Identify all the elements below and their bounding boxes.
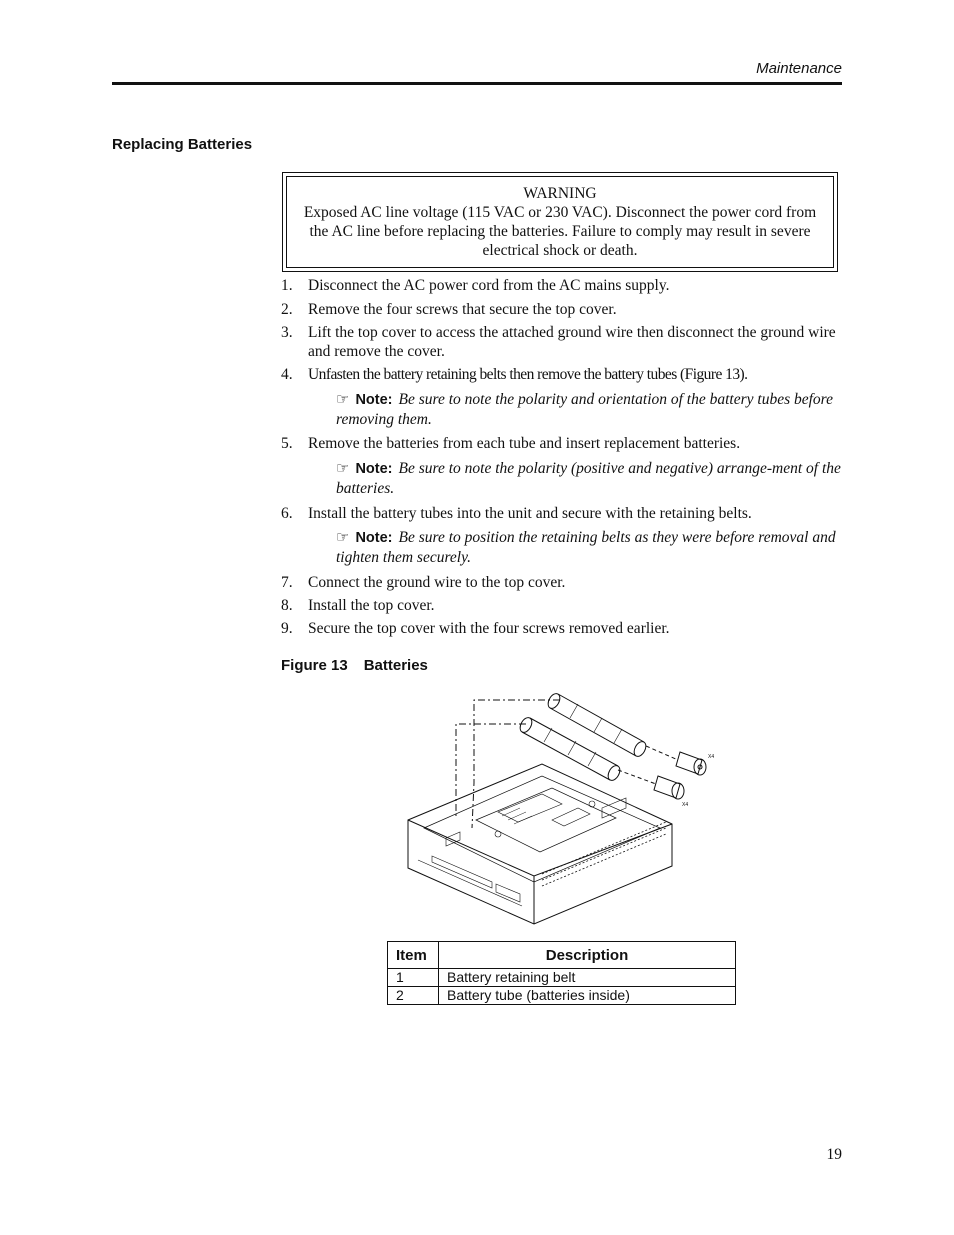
step-4 [281,365,841,384]
step-number: 7. [281,574,293,591]
figure-caption [281,657,428,674]
step-number: 5. [281,435,293,452]
step-2 [281,300,841,319]
step-text: Remove the batteries from each tube and insert replacement batteries. [308,435,741,452]
step-text: Install the top cover. [308,597,435,614]
note-1 [336,390,842,429]
figure-number: Figure 13 [281,657,348,674]
step-text: Install the battery tubes into the unit and secure with the retaining belts. [308,505,752,522]
pointing-hand-icon: ☞ [336,390,350,408]
page-number: 19 [826,1146,842,1163]
step-text: Unfasten the battery retaining belts then remove the battery tubes (Figure 13). [308,366,748,383]
running-head: Maintenance [756,60,842,77]
battery-tube-upper [546,692,649,759]
step-number: 6. [281,505,293,522]
step-8 [281,596,841,615]
warning-text: Exposed AC line voltage (115 VAC or 230 VAC). Disconnect the power cord from the AC line before replacing the batteries. Failure to comply may result in severe electrical shock or death. [303,204,817,259]
callout-x4-lower: X4 [682,802,689,808]
battery-tube-lower [518,716,623,783]
step-text: Disconnect the AC power cord from the AC mains supply. [308,277,670,294]
end-cap-upper [676,752,706,775]
cell-description: Battery retaining belt [439,969,736,987]
step-7 [281,573,841,592]
note-text: Be sure to note the polarity and orientation of the battery tubes before removing them. [336,391,834,428]
battery-illustration [402,688,718,928]
note-label: Note: [355,530,393,546]
figure-title: Batteries [363,657,428,674]
step-6 [281,504,841,523]
warning-box [282,172,838,272]
note-2 [336,459,842,498]
step-number: 8. [281,597,293,614]
step-number: 9. [281,620,293,637]
step-number: 2. [281,301,293,318]
table-row [388,969,736,987]
warning-title: WARNING [523,185,597,202]
note-label: Note: [355,461,393,477]
warning-inner-frame [286,176,834,268]
cell-item: 1 [388,969,439,987]
step-number: 1. [281,277,293,294]
step-3 [281,323,841,361]
header-description: Description [439,942,736,969]
cell-item: 2 [388,987,439,1005]
battery-figure [402,688,718,928]
step-number: 4. [281,366,293,383]
step-5 [281,434,841,453]
pointing-hand-icon: ☞ [336,459,350,477]
note-3 [336,528,842,567]
header-rule [112,82,842,85]
table-header-row [388,942,736,969]
step-9 [281,619,841,638]
header-item: Item [388,942,439,969]
cell-description: Battery tube (batteries inside) [439,987,736,1005]
pointing-hand-icon: ☞ [336,528,350,546]
unit-chassis [408,764,672,924]
guide-lines [456,700,560,828]
step-text: Secure the top cover with the four screws removed earlier. [308,620,670,637]
end-cap-lower [654,776,684,799]
table-row [388,987,736,1005]
step-number: 3. [281,324,293,341]
step-text: Connect the ground wire to the top cover. [308,574,566,591]
step-text: Remove the four screws that secure the top cover. [308,301,617,318]
note-label: Note: [355,392,393,408]
callout-x4-upper: X4 [708,754,715,760]
step-text: Lift the top cover to access the attached ground wire then disconnect the ground wire and remove the cover. [308,324,836,360]
note-text: Be sure to position the retaining belts as they were before removal and tighten them securely. [336,529,836,566]
section-title: Replacing Batteries [112,136,253,153]
step-1 [281,276,841,295]
item-legend-table [387,941,736,1005]
note-text: Be sure to note the polarity (positive and negative) arrange-ment of the batteries. [336,460,841,497]
